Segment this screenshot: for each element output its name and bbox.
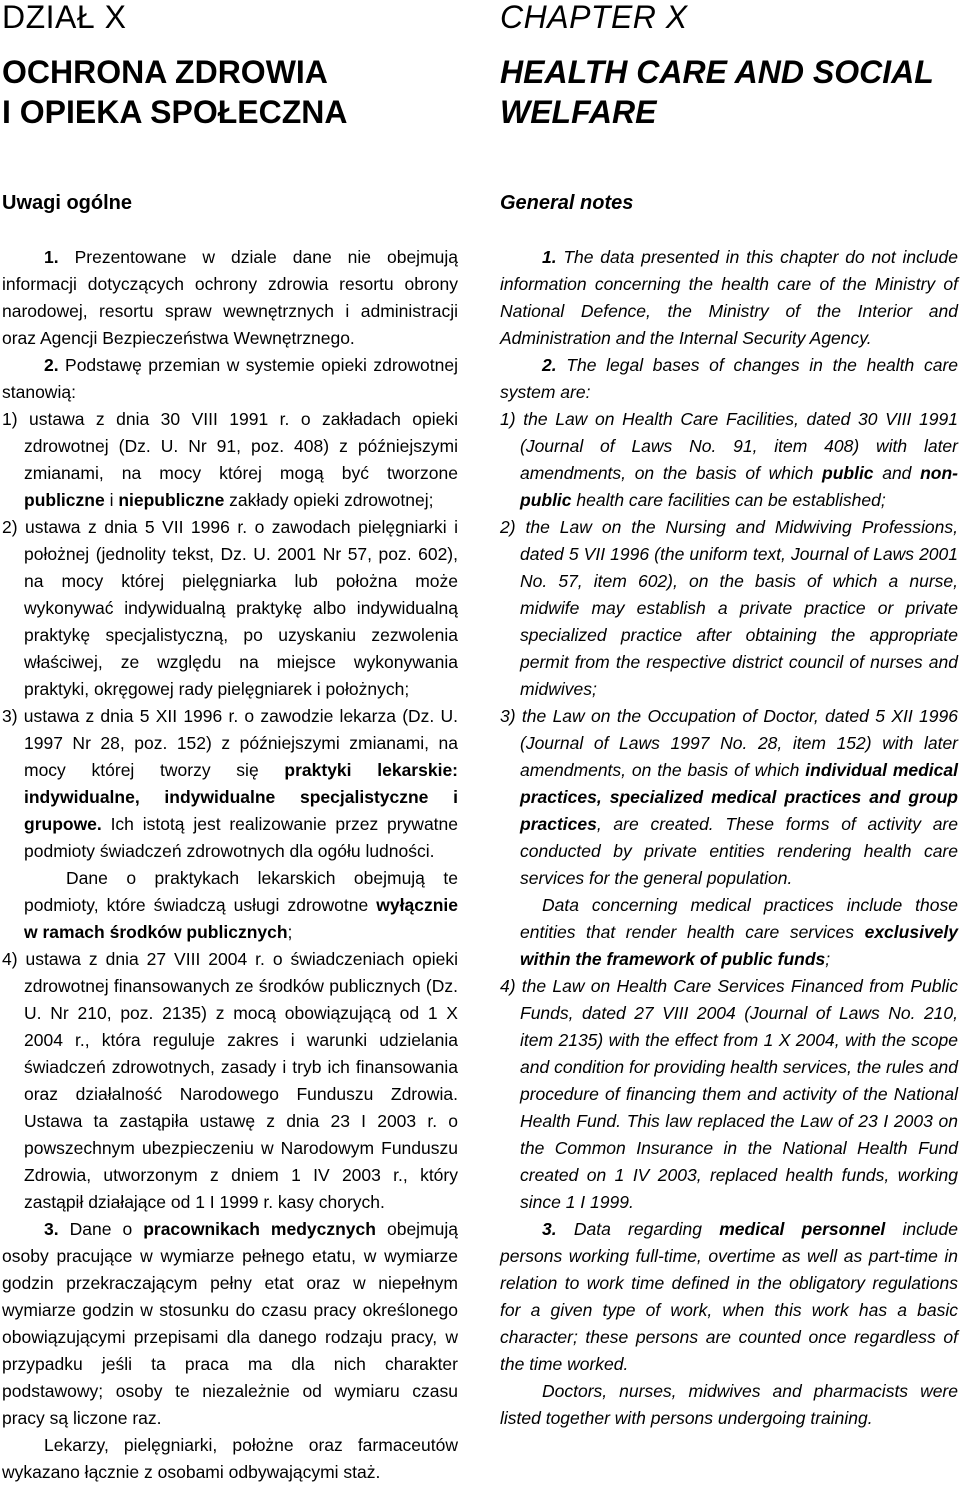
list-item-4: 4) the Law on Health Care Services Financed from Public Funds, dated 27 VIII 2004 (Journal of Laws No. 210, item 2135) with the effect from 1 X 2004, with the scope and condition for providing health services, the rules and procedure of financing them and activity of the National Health Fund. This law replaced the Law of 23 I 2003 on the Common Insurance in the National Health Fund created on 1 IV 2003, replaced health funds, working since 1 I 1999.: [500, 976, 958, 1212]
list-item-2: 2) ustawa z dnia 5 VII 1996 r. o zawodach pielęgniarki i położnej (jednolity tekst, Dz. U. 2001 Nr 57, poz. 602), na mocy której pielęgniarka lub położna może wykonywać indywidualną praktykę albo indywidualną praktykę specjalistyczną, po uzyskaniu zezwolenia właściwej, ze względu na miejsce wykonywania praktyki, okręgowej rady pielęgniarek i położnych;: [2, 517, 458, 699]
list-item-3: 3) the Law on the Occupation of Doctor, dated 5 XII 1996 (Journal of Laws 1997 No. 28, item 152) with later amendments, on the basis of which individual medical practices, specialized medical practices and group practices, are created. These forms of activity are conducted by private entities rendering health care services for the general population.: [500, 706, 958, 888]
chapter-title: [2, 52, 348, 132]
chapter-title-line-2: WELFARE: [500, 94, 657, 130]
list-item-2: 2) the Law on the Nursing and Midwiving Professions, dated 5 VII 1996 (the uniform text, Journal of Laws 2001 No. 57, item 602), on the basis of which a nurse, midwife may establish a private practice or private specialized practice after obtaining the appropriate permit from the respective district council of nurses and midwives;: [500, 517, 958, 699]
note-text: The legal bases of changes in the health care system are:: [500, 355, 958, 402]
chapter-title: [500, 52, 934, 132]
chapter-title-line-1: OCHRONA ZDROWIA: [2, 54, 328, 90]
note-2: [500, 352, 958, 406]
note-text: Podstawę przemian w systemie opieki zdrowotnej stanowią:: [2, 355, 458, 402]
note-number: 2.: [44, 355, 59, 375]
list-item-3: 3) ustawa z dnia 5 XII 1996 r. o zawodzie lekarza (Dz. U. 1997 Nr 28, poz. 152) z późniejszymi zmianami, na mocy której tworzy się praktyki lekarskie: indywidualne, indywidualne specjalistyczne i grupowe. Ich istotą jest realizowanie przez prywatne podmioty świadczeń zdrowotnych dla ogółu ludności.: [2, 706, 458, 861]
list-item-3-supplement: Dane o praktykach lekarskich obejmują te podmioty, które świadczą usługi zdrowotne wyłącznie w ramach środków publicznych;: [24, 868, 458, 942]
chapter-title-line-1: HEALTH CARE AND SOCIAL: [500, 54, 934, 90]
note-number: 3.: [542, 1219, 557, 1239]
notes-heading: Uwagi ogólne: [2, 192, 132, 214]
chapter-label: DZIAŁ X: [2, 0, 127, 35]
list-item-3-supplement: Data concerning medical practices include those entities that render health care services exclusively within the framework of public funds;: [520, 895, 958, 969]
note-text: The data presented in this chapter do not include information concerning the health care of the Ministry of National Defence, the Ministry of the Interior and Administration and the Internal Security Agency.: [500, 247, 958, 348]
note-1: [500, 244, 958, 352]
note-1: [2, 244, 458, 352]
note-text: Prezentowane w dziale dane nie obejmują informacji dotyczących ochrony zdrowia resortu obrony narodowej, resortu spraw wewnętrznych i administracji oraz Agencji Bezpieczeństwa Wewnętrznego.: [2, 247, 458, 348]
note-number: 1.: [44, 247, 59, 267]
note-4: Lekarzy, pielęgniarki, położne oraz farmaceutów wykazano łącznie z osobami odbywającymi staż.: [2, 1435, 458, 1482]
chapter-label: CHAPTER X: [500, 0, 688, 35]
note-2: [2, 352, 458, 406]
chapter-title-line-2: I OPIEKA SPOŁECZNA: [2, 94, 348, 130]
notes-body: [2, 244, 458, 1486]
note-number: 3.: [44, 1219, 59, 1239]
notes-body: [500, 244, 958, 1432]
list-item-1: 1) the Law on Health Care Facilities, dated 30 VIII 1991 (Journal of Laws No. 91, item 408) with later amendments, on the basis of which public and non-public health care facilities can be established;: [500, 409, 958, 510]
note-3: 3. Dane o pracownikach medycznych obejmują osoby pracujące w wymiarze pełnego etatu, w wymiarze godzin przekraczającym pełny etat oraz w niepełnym wymiarze godzin w stosunku do czasu pracy określonego obowiązującymi przepisami dla danego rodzaju pracy, w przypadku jeśli ta praca ma dla nich charakter podstawowy; osoby te niezależnie od wymiaru czasu pracy są liczone raz.: [2, 1219, 458, 1428]
list-item-1: 1) ustawa z dnia 30 VIII 1991 r. o zakładach opieki zdrowotnej (Dz. U. Nr 91, poz. 408) z późniejszymi zmianami, na mocy której mogą być tworzone publiczne i niepubliczne zakłady opieki zdrowotnej;: [2, 409, 458, 510]
list-item-4: 4) ustawa z dnia 27 VIII 2004 r. o świadczeniach opieki zdrowotnej finansowanych ze środków publicznych (Dz. U. Nr 210, poz. 2135) z mocą obowiązującą od 1 X 2004 r., która reguluje zakres i warunki udzielania świadczeń zdrowotnych, zasady i tryb ich finansowania oraz działalność Narodowego Funduszu Zdrowia. Ustawa ta zastąpiła ustawę z dnia 23 I 2003 r. o powszechnym ubezpieczeniu w Narodowym Funduszu Zdrowia, utworzonym z dniem 1 IV 2003 r., który zastąpił działające od 1 I 1999 r. kasy chorych.: [2, 949, 458, 1212]
note-number: 1.: [542, 247, 557, 267]
note-3: 3. Data regarding medical personnel include persons working full-time, overtime as well as part-time in relation to work time defined in the obligatory regulations for a given type of work, when this work has a basic character; these persons are counted once regardless of the time worked.: [500, 1219, 958, 1374]
note-4: Doctors, nurses, midwives and pharmacists were listed together with persons undergoing training.: [500, 1381, 958, 1428]
notes-heading: General notes: [500, 192, 634, 214]
note-number: 2.: [542, 355, 557, 375]
